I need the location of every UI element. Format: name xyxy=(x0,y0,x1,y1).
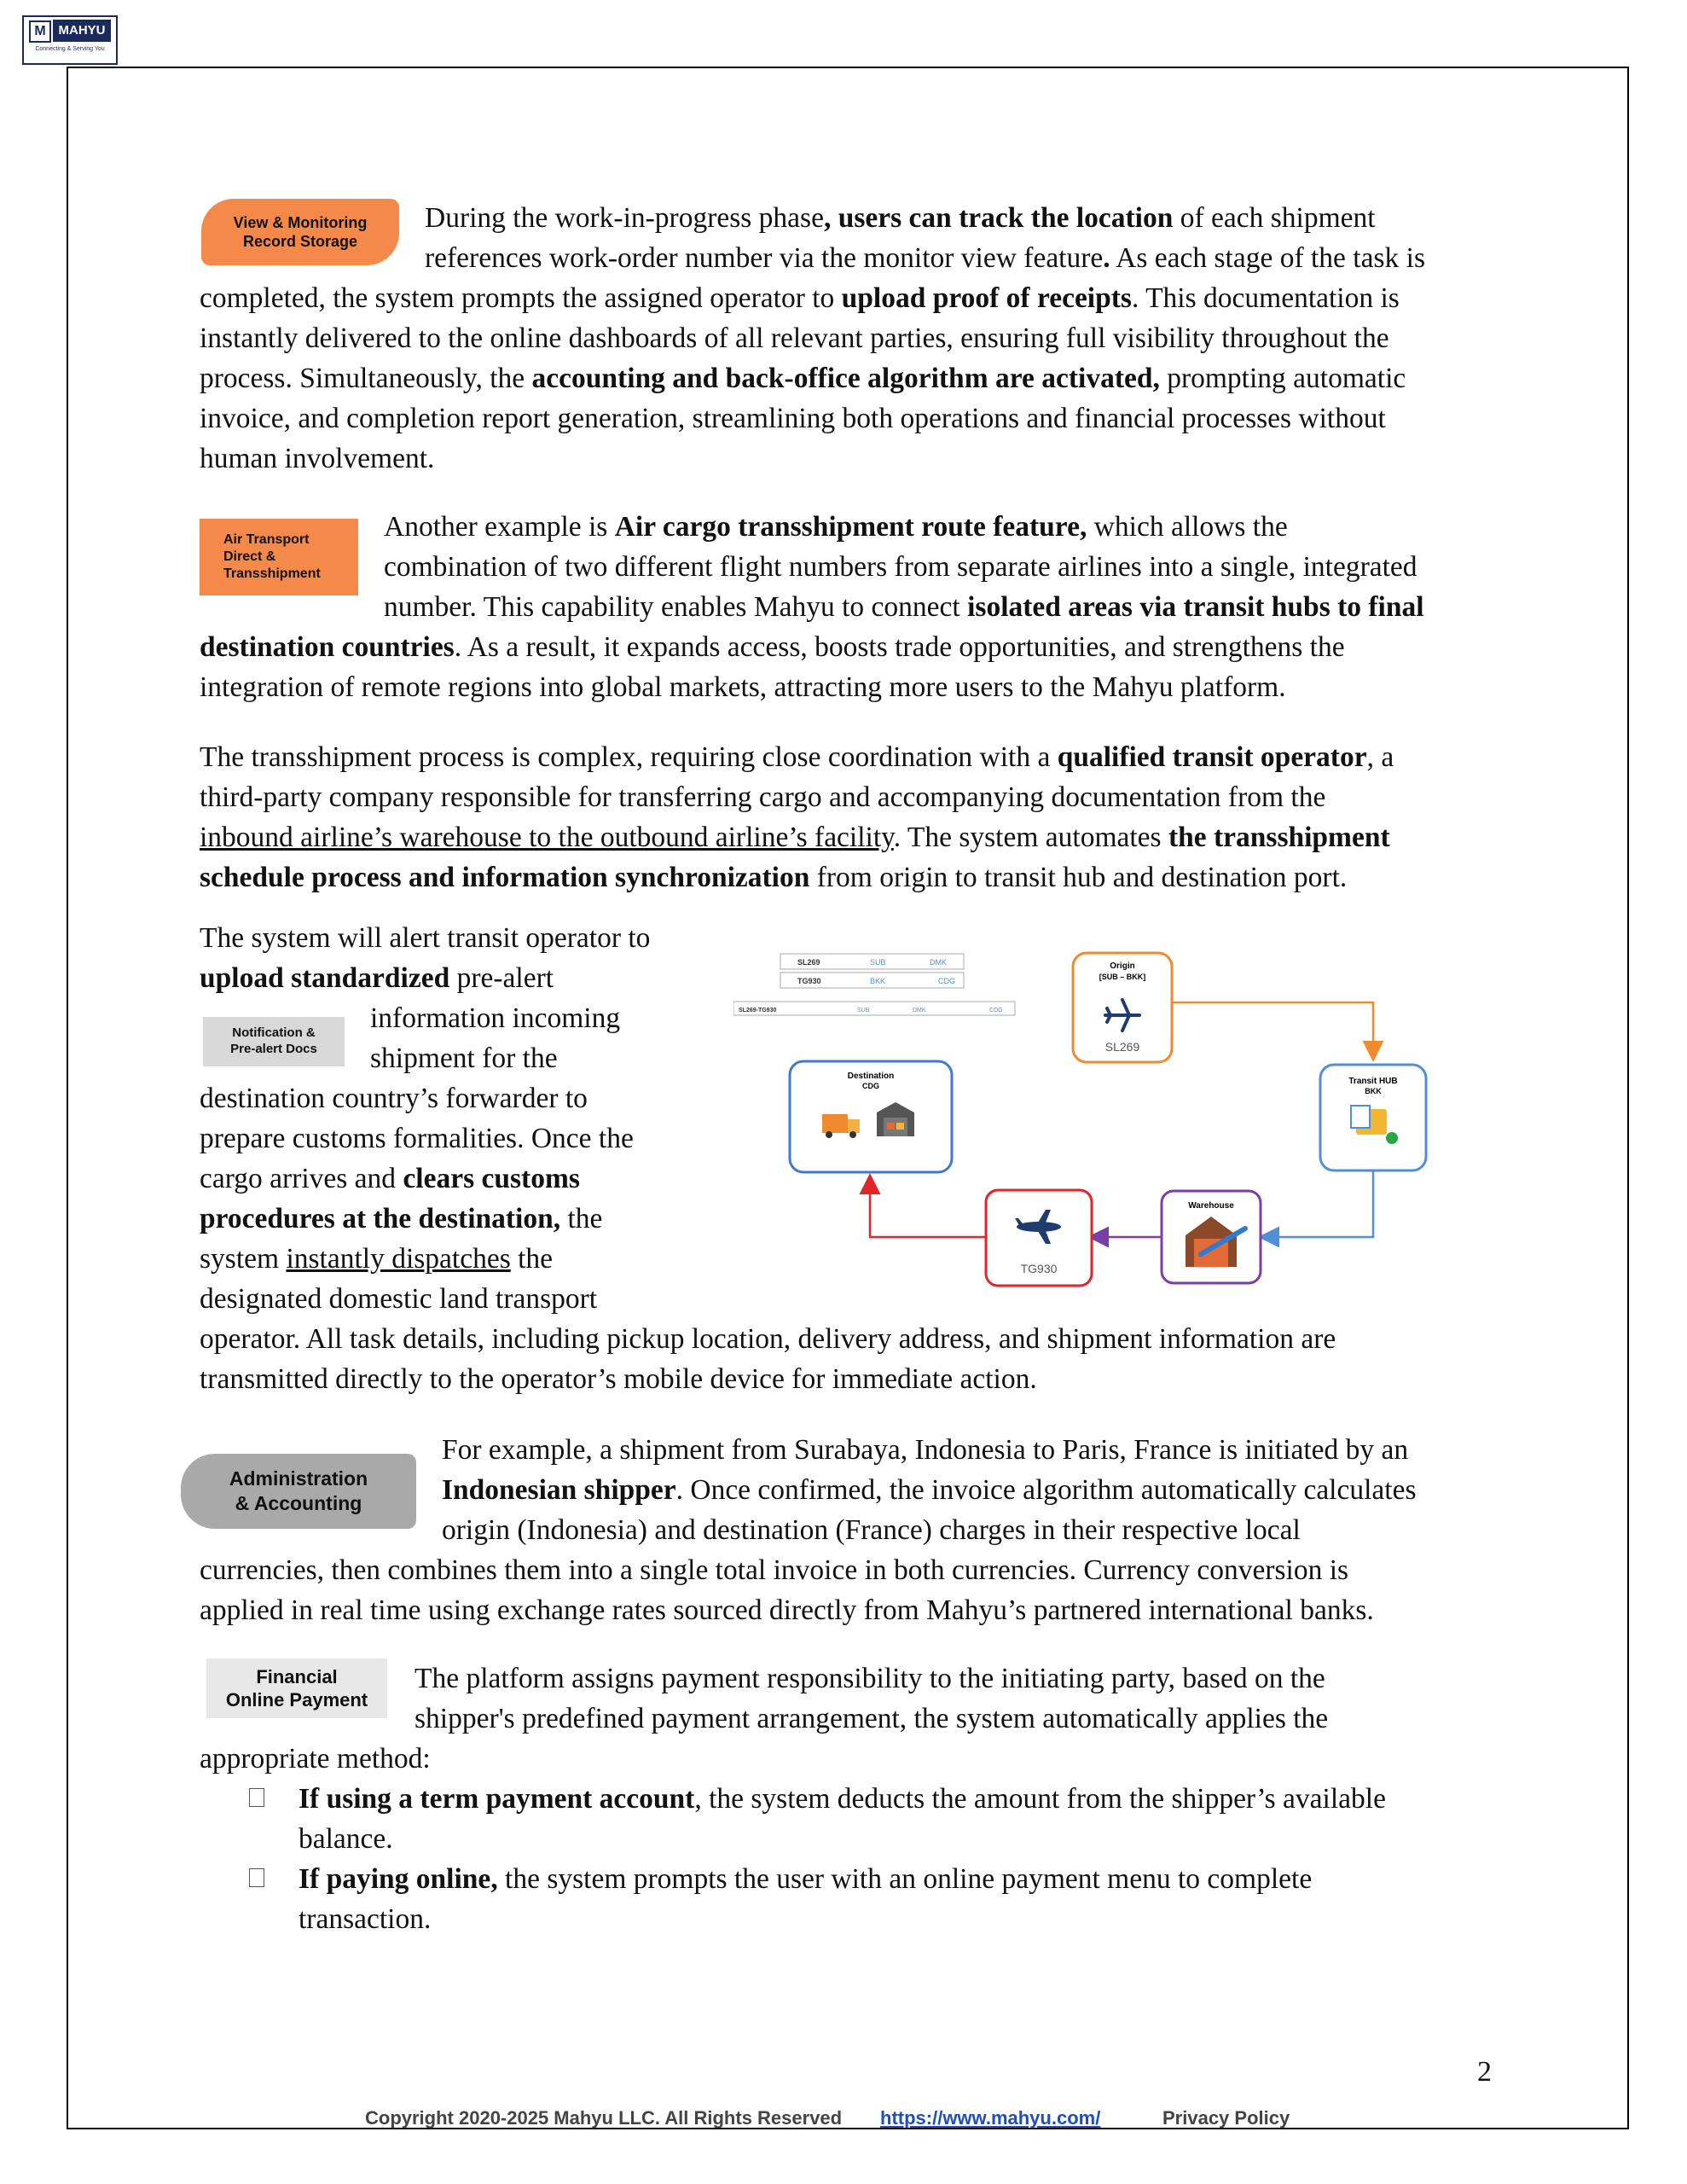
p1-line3: completed, the system prompts the assigned operator to upload proof of receipts. This documentation is xyxy=(200,282,1400,314)
footer-copyright: Copyright 2020-2025 Mahyu LLC. All Rights Reserved xyxy=(365,2107,843,2129)
flight-row-2-to: CDG xyxy=(938,977,955,985)
logo-tagline: Connecting & Serving You xyxy=(35,46,105,52)
mahyu-logo xyxy=(22,15,118,65)
badge-view-monitoring: View & Monitoring Record Storage xyxy=(201,199,399,265)
footer-privacy-link[interactable]: Privacy Policy xyxy=(1162,2107,1290,2129)
p4-line6: prepare customs formalities. Once the xyxy=(200,1123,634,1154)
p1-line1: During the work-in-progress phase, users can track the location of each shipment xyxy=(425,202,1376,234)
hub-title: Transit HUB xyxy=(1348,1077,1398,1086)
p2-line1: Another example is Air cargo transshipment route feature, which allows the xyxy=(384,511,1288,543)
p3-line4: schedule process and information synchronization from origin to transit hub and destination port. xyxy=(200,862,1348,893)
warehouse-node xyxy=(1162,1191,1261,1283)
bullet-1-line2: balance. xyxy=(299,1823,393,1855)
destination-subtitle: CDG xyxy=(862,1082,879,1090)
p4-line8: procedures at the destination, the xyxy=(200,1203,603,1234)
p6-line3: appropriate method: xyxy=(200,1743,431,1774)
p4-line2: upload standardized pre-alert xyxy=(200,962,554,994)
p5-line3: origin (Indonesia) and destination (France) charges in their respective local xyxy=(442,1514,1301,1546)
p4-line5: destination country’s forwarder to xyxy=(200,1083,588,1114)
bullet-icon xyxy=(249,1868,264,1887)
arrow-hub-to-warehouse xyxy=(1262,1165,1373,1237)
p5-line5: applied in real time using exchange rates sourced directly from Mahyu’s partnered international banks. xyxy=(200,1594,1374,1626)
badge-administration: Administration & Accounting xyxy=(181,1454,416,1529)
p1-line4: instantly delivered to the online dashboards of all relevant parties, ensuring full visibility throughout the xyxy=(200,322,1389,354)
p1-line7: human involvement. xyxy=(200,443,435,474)
flight-row-3-code: SL269-TG930 xyxy=(739,1008,777,1014)
flight-row-2-from: BKK xyxy=(870,977,886,985)
p3-line3: inbound airline’s warehouse to the outbound airline’s facility. The system automates the transshipment xyxy=(200,822,1390,853)
p2-line2: combination of two different flight numbers from separate airlines into a single, integrated xyxy=(384,551,1417,583)
flight-row-1-from: SUB xyxy=(870,958,886,967)
p4-line3: information incoming xyxy=(370,1002,621,1034)
transit-hub-node xyxy=(1320,1065,1426,1170)
footer-url-link[interactable]: https://www.mahyu.com/ xyxy=(880,2107,1101,2129)
p5-line2: Indonesian shipper. Once confirmed, the invoice algorithm automatically calculates xyxy=(442,1474,1417,1506)
p4-line9: system instantly dispatches the xyxy=(200,1243,554,1275)
p4-line7: cargo arrives and clears customs xyxy=(200,1163,580,1194)
p1-line2: references work-order number via the monitor view feature. As each stage of the task is xyxy=(425,242,1425,274)
flight-row-3-to: DMK xyxy=(913,1008,926,1014)
origin-subtitle: [SUB – BKK] xyxy=(1099,973,1146,981)
hub-subtitle: BKK xyxy=(1365,1087,1382,1095)
badge-financial: Financial Online Payment xyxy=(206,1658,387,1718)
destination-node xyxy=(790,1061,952,1172)
p5-line4: currencies, then combines them into a single total invoice in both currencies. Currency conversion is xyxy=(200,1554,1349,1586)
p4-line4: shipment for the xyxy=(370,1043,558,1074)
flight-row-2-code: TG930 xyxy=(797,977,821,985)
bullet-1-line1: If using a term payment account, the system deducts the amount from the shipper’s available xyxy=(299,1783,1386,1815)
logo-icon: M xyxy=(29,20,51,43)
page-number: 2 xyxy=(1477,2056,1492,2088)
p2-line3: number. This capability enables Mahyu to connect isolated areas via transit hubs to final xyxy=(384,591,1424,623)
p2-line5: integration of remote regions into global markets, attracting more users to the Mahyu platform. xyxy=(200,671,1286,703)
p4-line10: designated domestic land transport xyxy=(200,1283,598,1315)
arrow-origin-to-hub xyxy=(1164,1002,1373,1058)
p1-line5: process. Simultaneously, the accounting and back-office algorithm are activated, prompting automatic xyxy=(200,363,1406,394)
bullet-2-line1: If paying online, the system prompts the user with an online payment menu to complete xyxy=(299,1863,1313,1895)
p4-line11: operator. All task details, including pickup location, delivery address, and shipment information are xyxy=(200,1323,1336,1355)
logo-name: MAHYU xyxy=(53,20,111,42)
bullet-icon xyxy=(249,1788,264,1807)
flight-row-3-from: SUB xyxy=(857,1008,870,1014)
transshipment-diagram xyxy=(733,938,1501,1297)
origin-title: Origin xyxy=(1110,961,1135,971)
p4-line12: transmitted directly to the operator’s mobile device for immediate action. xyxy=(200,1363,1037,1395)
origin-node xyxy=(1073,953,1172,1062)
flight2-label: TG930 xyxy=(1020,1262,1058,1275)
flight-row-1-code: SL269 xyxy=(797,958,820,967)
origin-flight: SL269 xyxy=(1104,1040,1140,1054)
arrow-flight-to-destination xyxy=(870,1177,986,1237)
p1-line6: invoice, and completion report generation, streamlining both operations and financial processes without xyxy=(200,403,1386,434)
badge-air-transport: Air Transport Direct & Transshipment xyxy=(200,519,358,595)
p4-line1: The system will alert transit operator to xyxy=(200,922,651,954)
flight-row-1-to: DMK xyxy=(930,958,947,967)
flight-node-tg930 xyxy=(986,1190,1092,1286)
p5-line1: For example, a shipment from Surabaya, Indonesia to Paris, France is initiated by an xyxy=(442,1434,1409,1466)
p6-line1: The platform assigns payment responsibility to the initiating party, based on the xyxy=(415,1663,1325,1694)
bullet-2-line2: transaction. xyxy=(299,1903,432,1935)
flight-table xyxy=(733,954,1015,1015)
p3-line2: third-party company responsible for transferring cargo and accompanying documentation from the xyxy=(200,781,1326,813)
badge-notification: Notification & Pre-alert Docs xyxy=(203,1017,345,1066)
flight-row-3-extra: CDG xyxy=(989,1008,1003,1014)
destination-title: Destination xyxy=(847,1072,895,1081)
warehouse-title: Warehouse xyxy=(1188,1201,1234,1211)
p2-line4: destination countries. As a result, it expands access, boosts trade opportunities, and strengthens the xyxy=(200,631,1345,663)
p3-line1: The transshipment process is complex, requiring close coordination with a qualified transit operator, a xyxy=(200,741,1394,773)
p6-line2: shipper's predefined payment arrangement, the system automatically applies the xyxy=(415,1703,1329,1734)
